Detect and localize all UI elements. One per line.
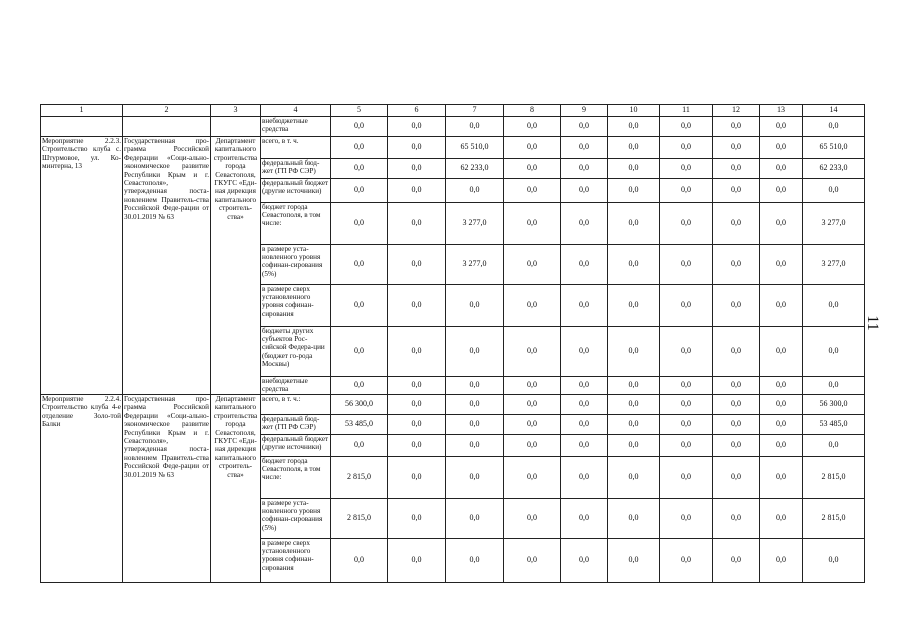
value-cell: 0,0 [760,539,803,583]
value-cell: 0,0 [713,327,760,377]
indicator-cell: в размере сверх установленного уровня софинан-сирования [261,285,331,327]
executor-cell: Департамент капитального строительства города Севастополя, ГКУГС «Еди-ная дирекция капитального строитель-ства» [211,137,261,395]
value-cell: 0,0 [660,415,713,435]
value-cell: 0,0 [504,245,561,285]
value-cell: 0,0 [803,539,865,583]
value-cell: 0,0 [504,137,561,159]
value-cell: 0,0 [331,179,388,203]
value-cell: 62 233,0 [446,159,504,179]
value-cell: 0,0 [660,395,713,415]
value-cell: 56 300,0 [803,395,865,415]
value-cell: 0,0 [331,137,388,159]
value-cell: 0,0 [608,395,660,415]
value-cell: 0,0 [608,203,660,245]
indicator-cell: федеральный бюд-жет (ГП РФ СЭР) [261,159,331,179]
value-cell: 0,0 [660,245,713,285]
value-cell: 0,0 [561,327,608,377]
value-cell: 0,0 [504,159,561,179]
table-row [41,117,865,137]
table-row [41,395,865,415]
value-cell: 0,0 [504,179,561,203]
value-cell: 0,0 [388,159,446,179]
value-cell: 0,0 [660,327,713,377]
value-cell: 0,0 [760,499,803,539]
value-cell: 0,0 [660,457,713,499]
value-cell: 0,0 [760,285,803,327]
program-cell [123,117,211,137]
value-cell: 0,0 [446,285,504,327]
activity-cell: Мероприятие 2.2.4. Строительство клуба 4-е отделение Золо-той Балки [41,395,123,583]
value-cell: 0,0 [331,377,388,395]
value-cell: 0,0 [446,327,504,377]
value-cell: 0,0 [713,285,760,327]
indicator-cell: внебюджетные средства [261,117,331,137]
value-cell: 2 815,0 [803,457,865,499]
column-header: 1 [41,105,123,117]
value-cell: 0,0 [561,395,608,415]
value-cell: 0,0 [388,179,446,203]
value-cell: 0,0 [388,327,446,377]
value-cell: 0,0 [760,137,803,159]
value-cell: 65 510,0 [446,137,504,159]
indicator-cell: всего, в т. ч. [261,137,331,159]
value-cell: 0,0 [608,285,660,327]
value-cell: 0,0 [561,285,608,327]
indicator-cell: бюджеты других субъектов Рос-сийской Федера-ции (бюджет го-рода Москвы) [261,327,331,377]
value-cell: 0,0 [713,395,760,415]
value-cell: 0,0 [713,377,760,395]
value-cell: 0,0 [660,285,713,327]
value-cell: 0,0 [803,327,865,377]
indicator-cell: федеральный бюд-жет (ГП РФ СЭР) [261,415,331,435]
value-cell: 0,0 [608,179,660,203]
value-cell: 0,0 [331,117,388,137]
value-cell: 0,0 [760,435,803,457]
value-cell: 0,0 [561,245,608,285]
value-cell: 0,0 [388,499,446,539]
value-cell: 0,0 [331,435,388,457]
program-cell: Государственная про-грамма Российской Федерации «Соци-ально-экономическое развитие Республики Крым и г. Севастополя», утвержденная поста-новлением Правитель-ства Российской Феде-рации от 30.01.2019 № 63 [123,395,211,583]
value-cell: 0,0 [608,499,660,539]
column-header: 4 [261,105,331,117]
column-header: 12 [713,105,760,117]
column-header: 14 [803,105,865,117]
value-cell: 0,0 [446,117,504,137]
value-cell: 0,0 [446,377,504,395]
table-body [41,105,865,583]
value-cell: 0,0 [713,245,760,285]
value-cell: 0,0 [760,245,803,285]
executor-cell: Департамент капитального строительства города Севастополя, ГКУГС «Еди-ная дирекция капитального строитель-ства» [211,395,261,583]
activity-cell [41,117,123,137]
value-cell: 0,0 [388,395,446,415]
value-cell: 0,0 [660,117,713,137]
value-cell: 0,0 [561,179,608,203]
value-cell: 0,0 [388,435,446,457]
value-cell: 0,0 [660,203,713,245]
value-cell: 0,0 [760,117,803,137]
value-cell: 0,0 [561,117,608,137]
value-cell: 0,0 [803,435,865,457]
value-cell: 0,0 [760,415,803,435]
value-cell: 0,0 [504,203,561,245]
column-header: 13 [760,105,803,117]
value-cell: 0,0 [504,395,561,415]
value-cell: 0,0 [504,327,561,377]
indicator-cell: бюджет города Севастополя, в том числе: [261,457,331,499]
value-cell: 0,0 [608,327,660,377]
value-cell: 3 277,0 [803,203,865,245]
value-cell: 0,0 [660,179,713,203]
value-cell: 0,0 [660,159,713,179]
value-cell: 0,0 [388,137,446,159]
value-cell: 0,0 [608,539,660,583]
value-cell: 0,0 [388,285,446,327]
column-header: 5 [331,105,388,117]
column-header-row [41,105,865,117]
activity-cell: Мероприятие 2.2.3. Строительство клуба с. Штурмовое, ул. Ко-минтерна, 13 [41,137,123,395]
indicator-cell: в размере уста-новленного уровня софинан-сирования (5%) [261,499,331,539]
value-cell: 0,0 [660,539,713,583]
value-cell: 0,0 [504,415,561,435]
value-cell: 62 233,0 [803,159,865,179]
value-cell: 0,0 [803,179,865,203]
column-header: 2 [123,105,211,117]
financing-table [40,104,865,583]
indicator-cell: внебюджетные средства [261,377,331,395]
value-cell: 0,0 [446,499,504,539]
value-cell: 0,0 [388,539,446,583]
column-header: 9 [561,105,608,117]
value-cell: 0,0 [504,377,561,395]
value-cell: 3 277,0 [803,245,865,285]
value-cell: 2 815,0 [331,499,388,539]
page-number: 11 [864,315,881,331]
indicator-cell: в размере уста-новленного уровня софинан-сирования (5%) [261,245,331,285]
value-cell: 53 485,0 [331,415,388,435]
column-header: 3 [211,105,261,117]
value-cell: 0,0 [660,499,713,539]
indicator-cell: всего, в т. ч.: [261,395,331,415]
value-cell: 0,0 [561,415,608,435]
value-cell: 0,0 [660,377,713,395]
value-cell: 0,0 [561,435,608,457]
value-cell: 0,0 [713,457,760,499]
value-cell: 0,0 [561,203,608,245]
value-cell: 0,0 [331,203,388,245]
value-cell: 0,0 [388,415,446,435]
value-cell: 0,0 [803,377,865,395]
value-cell: 0,0 [446,395,504,415]
value-cell: 0,0 [388,457,446,499]
value-cell: 0,0 [446,415,504,435]
column-header: 7 [446,105,504,117]
value-cell: 0,0 [608,435,660,457]
value-cell: 0,0 [760,159,803,179]
value-cell: 0,0 [608,137,660,159]
value-cell: 0,0 [561,499,608,539]
value-cell: 0,0 [504,285,561,327]
value-cell: 0,0 [760,327,803,377]
value-cell: 0,0 [504,499,561,539]
value-cell: 0,0 [561,539,608,583]
value-cell: 0,0 [388,377,446,395]
column-header: 8 [504,105,561,117]
indicator-cell: федеральный бюджет (другие источники) [261,179,331,203]
column-header: 10 [608,105,660,117]
value-cell: 0,0 [760,203,803,245]
value-cell: 0,0 [713,179,760,203]
value-cell: 0,0 [608,117,660,137]
value-cell: 0,0 [561,137,608,159]
value-cell: 3 277,0 [446,245,504,285]
value-cell: 0,0 [803,285,865,327]
column-header: 11 [660,105,713,117]
value-cell: 0,0 [388,203,446,245]
column-header: 6 [388,105,446,117]
indicator-cell: в размере сверх установленного уровня софинан-сирования [261,539,331,583]
indicator-cell: федеральный бюджет (другие источники) [261,435,331,457]
value-cell: 56 300,0 [331,395,388,415]
indicator-cell: бюджет города Севастополя, в том числе: [261,203,331,245]
value-cell: 0,0 [713,203,760,245]
value-cell: 0,0 [803,117,865,137]
value-cell: 0,0 [446,457,504,499]
value-cell: 0,0 [760,395,803,415]
value-cell: 0,0 [331,539,388,583]
value-cell: 65 510,0 [803,137,865,159]
value-cell: 0,0 [608,245,660,285]
value-cell: 0,0 [713,539,760,583]
value-cell: 0,0 [608,377,660,395]
value-cell: 0,0 [331,327,388,377]
value-cell: 0,0 [446,539,504,583]
value-cell: 3 277,0 [446,203,504,245]
value-cell: 0,0 [760,377,803,395]
value-cell: 2 815,0 [803,499,865,539]
value-cell: 0,0 [504,117,561,137]
value-cell: 0,0 [760,179,803,203]
value-cell: 0,0 [504,435,561,457]
value-cell: 0,0 [713,435,760,457]
value-cell: 0,0 [561,377,608,395]
value-cell: 0,0 [446,179,504,203]
table-row [41,137,865,159]
value-cell: 0,0 [331,159,388,179]
value-cell: 0,0 [713,159,760,179]
value-cell: 0,0 [561,159,608,179]
value-cell: 0,0 [713,117,760,137]
value-cell: 53 485,0 [803,415,865,435]
value-cell: 0,0 [760,457,803,499]
executor-cell [211,117,261,137]
value-cell: 0,0 [608,415,660,435]
value-cell: 2 815,0 [331,457,388,499]
value-cell: 0,0 [504,457,561,499]
value-cell: 0,0 [660,435,713,457]
program-cell: Государственная про-грамма Российской Федерации «Соци-ально-экономическое развитие Республики Крым и г. Севастополя», утвержденная поста-новлением Правитель-ства Российской Феде-рации от 30.01.2019 № 63 [123,137,211,395]
value-cell: 0,0 [660,137,713,159]
value-cell: 0,0 [388,117,446,137]
value-cell: 0,0 [713,415,760,435]
value-cell: 0,0 [561,457,608,499]
value-cell: 0,0 [713,137,760,159]
value-cell: 0,0 [608,457,660,499]
value-cell: 0,0 [331,285,388,327]
value-cell: 0,0 [713,499,760,539]
value-cell: 0,0 [331,245,388,285]
value-cell: 0,0 [446,435,504,457]
value-cell: 0,0 [504,539,561,583]
value-cell: 0,0 [608,159,660,179]
value-cell: 0,0 [388,245,446,285]
